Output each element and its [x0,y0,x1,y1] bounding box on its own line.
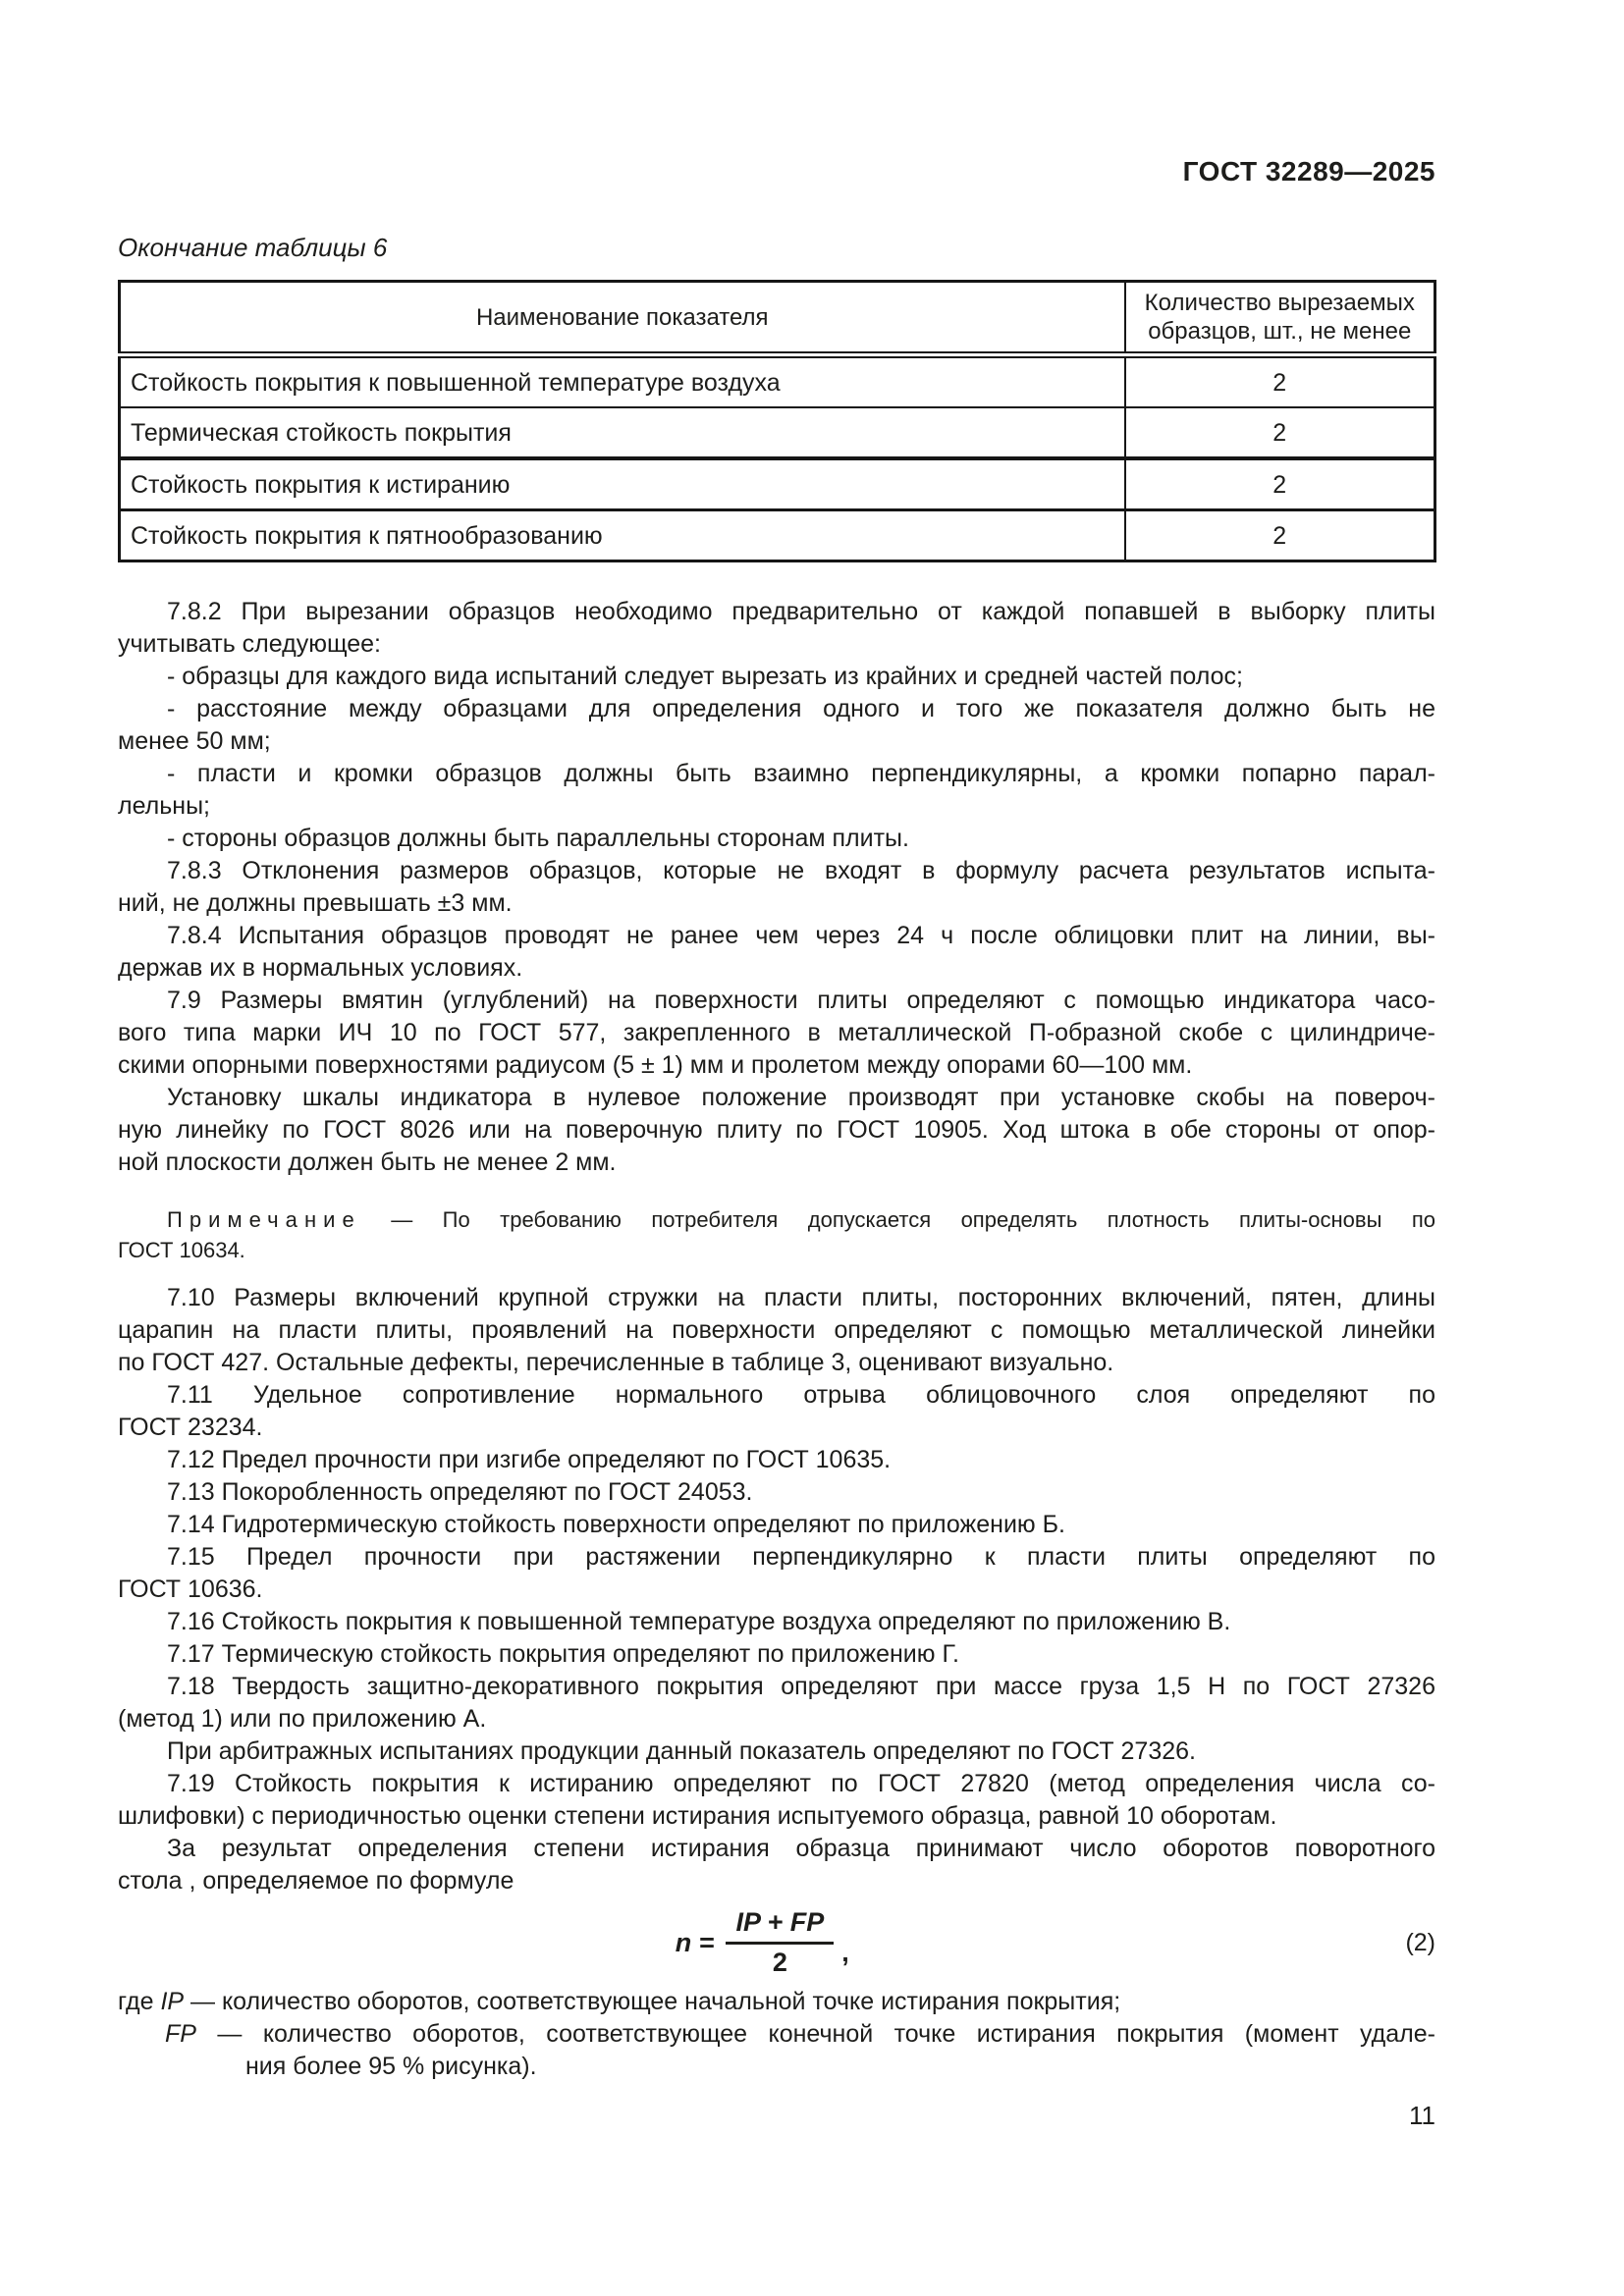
text-run: ной плоскости должен быть не менее 2 мм. [118,1148,617,1176]
text-line [118,1509,1435,1541]
text-line [118,1986,1435,2018]
text-run: 7.9 Размеры вмятин (углублений) на поверхности плиты определяют с помощью индикатора часо- [167,987,1435,1014]
text-run: 7.17 Термическую стойкость покрытия определяют по приложению Г. [167,1640,959,1668]
text-line [118,1574,1435,1606]
paragraph [118,1986,1435,2083]
text-run: (метод 1) или по приложению А. [118,1705,487,1733]
text-run: 7.8.4 Испытания образцов проводят не ранее чем через 24 ч после облицовки плит на линии, вы- [167,922,1435,949]
text-line [118,1703,1435,1735]
table-row [120,407,1435,458]
formula-definitions [118,1986,1435,2083]
text-run: царапин на пласти плиты, проявлений на поверхности определяют с помощью металлической линейки [118,1316,1435,1344]
text-line [118,1638,1435,1671]
text-line [118,2018,1435,2051]
text-line [118,1082,1435,1114]
formula-comma: , [841,1938,849,1967]
paragraph [118,985,1435,1082]
text-run: 7.13 Покоробленность определяют по ГОСТ 24053. [167,1478,753,1506]
text-run: учитывать следующее: [118,630,382,658]
text-line [118,693,1435,725]
paragraph [118,758,1435,823]
text-run: ГОСТ 10636. [118,1575,263,1603]
indicator-cell: Термическая стойкость покрытия [120,407,1125,458]
text-run: ГОСТ 10634. [118,1238,245,1262]
text-run: стола , определяемое по формуле [118,1867,514,1895]
text-run: 7.10 Размеры включений крупной стружки на пласти плиты, посторонних включений, пятен, длины [167,1284,1435,1311]
formula-fraction [726,1907,834,1978]
text-run: вого типа марки ИЧ 10 по ГОСТ 577, закрепленного в металлической П-образной скобе с цилиндриче- [118,1019,1435,1046]
paragraph [118,1082,1435,1179]
text-line [118,952,1435,985]
text-run: FP [165,2020,196,2048]
text-line [118,2051,1435,2083]
table-caption: Окончание таблицы 6 [118,233,388,262]
text-run: держав их в нормальных условиях. [118,954,523,982]
text-line [118,1412,1435,1444]
paragraph [118,1476,1435,1509]
text-line [118,1114,1435,1147]
column-header-count: Количество вырезаемых образцов, шт., не менее [1125,282,1435,355]
text-line [118,1204,1435,1235]
paragraph [118,596,1435,661]
indicator-cell: Стойкость покрытия к пятнообразованию [120,510,1125,561]
count-cell: 2 [1125,458,1435,510]
formula [119,1907,1405,1978]
text-run: - расстояние между образцами для определения одного и того же показателя должно быть не [167,695,1435,722]
body-text [118,596,1435,1897]
text-line [118,1476,1435,1509]
paragraph [118,1768,1435,1833]
text-line [118,725,1435,758]
text-line [118,1017,1435,1049]
text-run: 7.11 Удельное сопротивление нормального отрыва облицовочного слоя определяют по [167,1381,1435,1409]
text-run: За результат определения степени истирания образца принимают число оборотов поворотного [167,1835,1435,1862]
text-run: 7.15 Предел прочности при растяжении перпендикулярно к пласти плиты определяют по [167,1543,1435,1571]
count-cell: 2 [1125,407,1435,458]
paragraph [118,1671,1435,1735]
paragraph [118,1444,1435,1476]
paragraph [118,1509,1435,1541]
text-line [118,920,1435,952]
text-line [118,1800,1435,1833]
text-line [118,1541,1435,1574]
text-run: по ГОСТ 427. Остальные дефекты, перечисленные в таблице 3, оценивают визуально. [118,1349,1114,1376]
table-row [120,458,1435,510]
text-line [118,1606,1435,1638]
text-line [118,855,1435,887]
text-run: 7.16 Стойкость покрытия к повышенной температуре воздуха определяют по приложению В. [167,1608,1231,1635]
text-line [118,790,1435,823]
text-run: 7.12 Предел прочности при изгибе определяют по ГОСТ 10635. [167,1446,892,1473]
formula-denominator: 2 [772,1948,787,1977]
text-run: Установку шкалы индикатора в нулевое положение производят при установке скобы на повероч- [167,1084,1435,1111]
text-run: — количество оборотов, соответствующее начальной точке истирания покрытия; [184,1988,1121,2015]
formula-numerator: IP + FP [726,1907,834,1945]
text-run: — количество оборотов, соответствующее конечной точке истирания покрытия (момент удале- [195,2020,1435,2048]
text-line [118,1768,1435,1800]
text-line [118,823,1435,855]
text-line [118,1671,1435,1703]
formula-block [118,1903,1435,1982]
text-run: ний, не должны превышать ±3 мм. [118,889,513,917]
paragraph [118,823,1435,855]
paragraph [118,1204,1435,1265]
text-run: менее 50 мм; [118,727,271,755]
text-run: 7.18 Твердость защитно-декоративного покрытия определяют при массе груза 1,5 Н по ГОСТ 27326 [167,1673,1435,1700]
text-line [118,1049,1435,1082]
paragraph [118,1833,1435,1897]
text-run: - пласти и кромки образцов должны быть взаимно перпендикулярны, а кромки попарно парал- [167,760,1435,787]
table-row [120,355,1435,408]
text-run: где [118,1988,161,2015]
indicator-cell: Стойкость покрытия к повышенной температуре воздуха [120,355,1125,408]
paragraph [118,693,1435,758]
paragraph [118,1282,1435,1379]
text-run: - образцы для каждого вида испытаний следует вырезать из крайних и средней частей полос; [167,663,1243,690]
text-line [118,1444,1435,1476]
text-run: 7.8.3 Отклонения размеров образцов, которые не входят в формулу расчета результатов испыта- [167,857,1435,884]
text-line [118,758,1435,790]
text-line [118,661,1435,693]
text-line [118,1833,1435,1865]
text-run: ГОСТ 23234. [118,1414,263,1441]
text-line [118,1314,1435,1347]
column-header-indicator: Наименование показателя [120,282,1125,355]
text-run: При арбитражных испытаниях продукции данный показатель определяют по ГОСТ 27326. [167,1737,1196,1765]
text-run: 7.19 Стойкость покрытия к истиранию определяют по ГОСТ 27820 (метод определения числа со- [167,1770,1435,1797]
specimen-table [118,280,1436,562]
text-line [118,1379,1435,1412]
text-line [118,1235,1435,1265]
text-line [118,1865,1435,1897]
table-header-row [120,282,1435,355]
paragraph [118,1541,1435,1606]
count-cell: 2 [1125,510,1435,561]
text-run: Примечание [167,1207,361,1232]
text-line [118,887,1435,920]
formula-number: (2) [1405,1928,1435,1956]
text-run: 7.8.2 При вырезании образцов необходимо предварительно от каждой попавшей в выборку плиты [167,598,1435,625]
text-line [118,1282,1435,1314]
text-run: IP [160,1988,185,2015]
text-run: скими опорными поверхностями радиусом (5 ± 1) мм и пролетом между опорами 60—100 мм. [118,1051,1193,1079]
text-run: 7.14 Гидротермическую стойкость поверхности определяют по приложению Б. [167,1511,1065,1538]
text-run: ния более 95 % рисунка). [245,2053,537,2080]
text-run: - стороны образцов должны быть параллельны сторонам плиты. [167,825,909,852]
page-number: 11 [1409,2101,1435,2130]
table-row [120,510,1435,561]
formula-lhs: n = [675,1927,715,1957]
standard-number: ГОСТ 32289—2025 [1182,156,1435,187]
text-run: шлифовки) с периодичностью оценки степени истирания испытуемого образца, равной 10 оборотам. [118,1802,1277,1830]
text-line [118,628,1435,661]
text-line [118,596,1435,628]
count-cell: 2 [1272,368,1287,397]
text-run: лельны; [118,792,210,820]
paragraph [118,1638,1435,1671]
text-line [118,1347,1435,1379]
paragraph [118,855,1435,920]
text-run: ную линейку по ГОСТ 8026 или на поверочную плиту по ГОСТ 10905. Ход штока в обе стороны от опор- [118,1116,1435,1144]
text-line [118,1147,1435,1179]
paragraph [118,661,1435,693]
paragraph [118,1379,1435,1444]
paragraph [118,1606,1435,1638]
text-line [118,1735,1435,1768]
text-line [118,985,1435,1017]
text-run: — По требованию потребителя допускается определять плотность плиты-основы по [360,1207,1435,1232]
indicator-cell: Стойкость покрытия к истиранию [120,458,1125,510]
paragraph [118,920,1435,985]
paragraph [118,1735,1435,1768]
